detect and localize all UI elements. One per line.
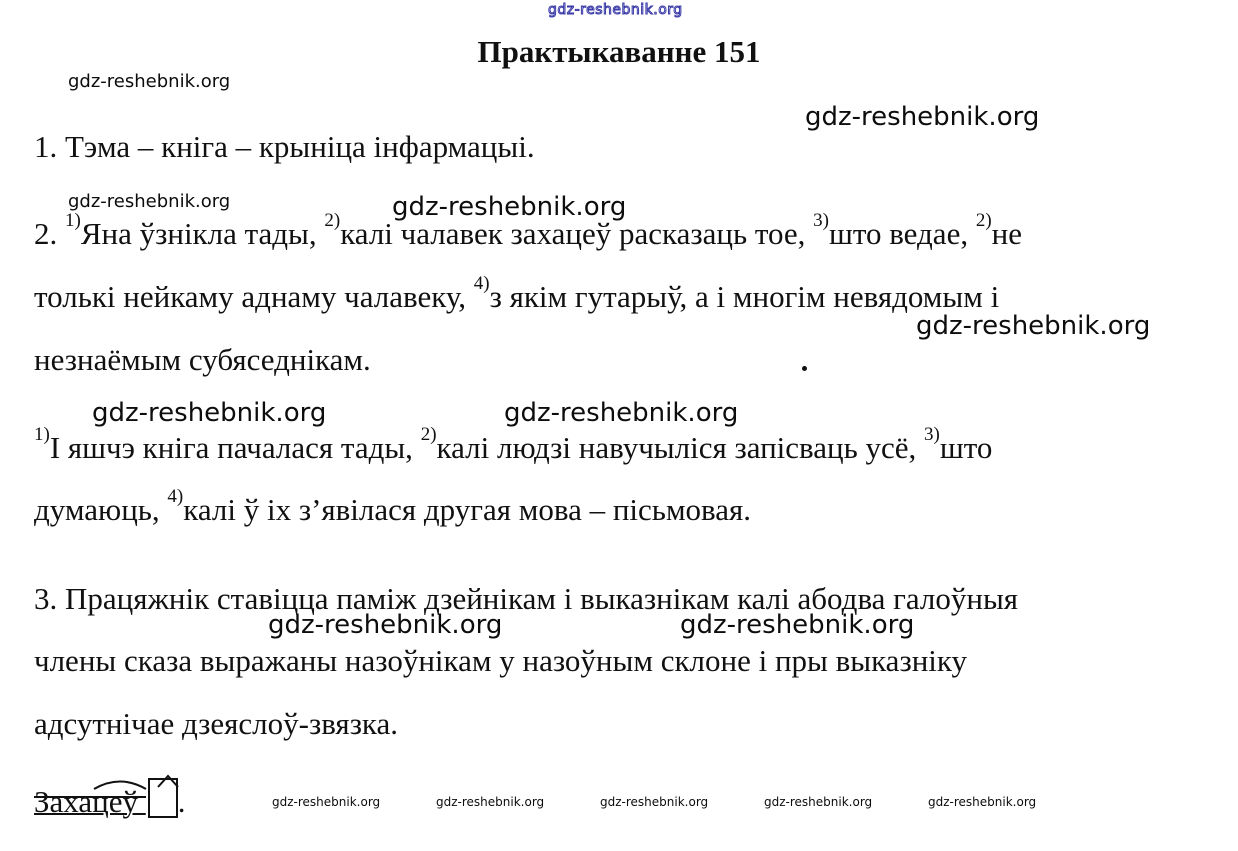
watermark: gdz-reshebnik.org [92, 398, 327, 428]
watermark-top: gdz-reshebnik.org [548, 2, 683, 18]
watermark: gdz-reshebnik.org [504, 398, 739, 428]
root-overline [34, 796, 146, 798]
clause-text: толькі нейкаму аднаму чалавеку, [34, 279, 474, 314]
clause-marker: 3) [813, 210, 829, 231]
watermark: gdz-reshebnik.org [68, 191, 231, 212]
watermark: gdz-reshebnik.org [68, 71, 231, 92]
clause-marker: 2) [420, 424, 437, 445]
watermark: gdz-reshebnik.org [268, 610, 503, 640]
clause-text: што [939, 430, 993, 465]
section-3-line-2: члены сказа выражаны назоўнікам у назоўным склоне і пры выказніку [34, 643, 968, 678]
clause-text: думаюць, [34, 492, 168, 527]
section-2-line-2 [34, 273, 1000, 315]
clause-text: калі ў іх з’явілася другая мова – пісьмовая. [183, 492, 752, 527]
section-number: 2. [34, 216, 65, 251]
clause-text: з якім гутарыў, а і многім невядомым і [489, 279, 1000, 314]
clause-marker: 3) [924, 424, 940, 445]
clause-text: калі чалавек захацеў расказаць тое, [340, 216, 814, 251]
clause-marker: 1) [65, 210, 81, 231]
watermark: gdz-reshebnik.org [764, 795, 873, 809]
clause-text: што ведае, [828, 216, 976, 251]
clause-marker: 4) [167, 486, 184, 507]
watermark: gdz-reshebnik.org [805, 102, 1040, 132]
section-1-text: 1. Тэма – кніга – крыніца інфармацыі. [34, 129, 535, 164]
section-2-line-5 [34, 486, 752, 528]
word-text: Захацеў [34, 784, 138, 819]
clause-marker: 4) [473, 273, 490, 294]
analysed-word [34, 784, 146, 819]
clause-text: не [991, 216, 1023, 251]
suffix-caret-icon [156, 774, 180, 788]
word-analysis [34, 778, 186, 820]
section-3-line-3: адсутнічае дзеяслоў-звязка. [34, 706, 399, 741]
section-2-line-3: незнаёмым субяседнікам. [34, 342, 371, 377]
watermark: gdz-reshebnik.org [680, 610, 915, 640]
watermark: gdz-reshebnik.org [928, 795, 1037, 809]
stray-dot [802, 366, 807, 371]
word-end-period: . [177, 784, 186, 819]
watermark: gdz-reshebnik.org [436, 795, 545, 809]
page-title: Практыкаванне 151 [477, 34, 761, 69]
watermark: gdz-reshebnik.org [272, 795, 381, 809]
section-2-line-4 [34, 424, 993, 466]
clause-marker: 2) [324, 210, 341, 231]
clause-marker: 2) [975, 210, 992, 231]
section-3-line-1: 3. Працяжнік ставіцца паміж дзейнікам і выказнікам калі абодва галоўныя [34, 581, 1019, 616]
clause-marker: 1) [34, 424, 50, 445]
clause-text: І яшчэ кніга пачалася тады, [49, 430, 421, 465]
watermark: gdz-reshebnik.org [392, 192, 627, 222]
section-2-line-1 [34, 210, 1023, 252]
watermark: gdz-reshebnik.org [916, 311, 1151, 341]
clause-text: калі людзі навучыліся запісваць усё, [436, 430, 925, 465]
clause-text: Яна ўзнікла тады, [80, 216, 325, 251]
root-arc-icon [92, 776, 148, 790]
watermark: gdz-reshebnik.org [600, 795, 709, 809]
